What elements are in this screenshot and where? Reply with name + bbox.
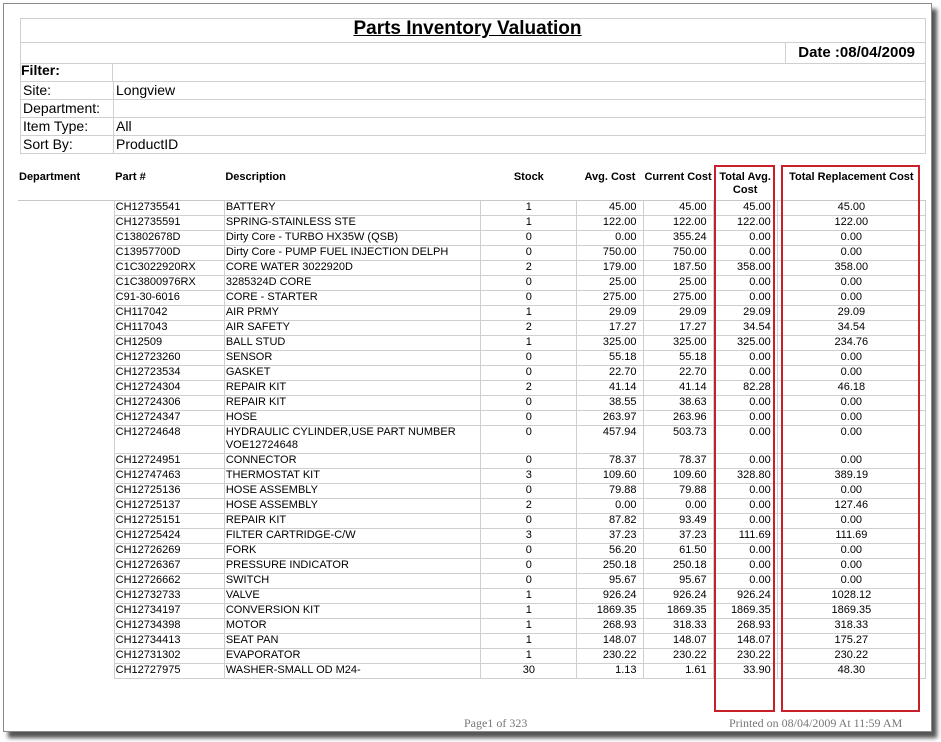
part-number-cell: CH12724347 [114, 411, 224, 426]
total-replacement-cost-cell: 127.46 [777, 499, 925, 514]
current-cost-cell: 1.61 [643, 664, 713, 679]
part-number-cell: CH12747463 [114, 469, 224, 484]
description-cell: GASKET [224, 366, 480, 381]
avg-cost-cell: 56.20 [577, 544, 643, 559]
avg-cost-cell: 926.24 [577, 589, 643, 604]
avg-cost-cell: 325.00 [577, 336, 643, 351]
part-number-cell: CH12724306 [114, 396, 224, 411]
part-number-cell: C13802678D [114, 231, 224, 246]
current-cost-cell: 318.33 [643, 619, 713, 634]
total-replacement-cost-cell: 358.00 [777, 261, 925, 276]
total-replacement-cost-cell: 46.18 [777, 381, 925, 396]
description-cell: MOTOR [224, 619, 480, 634]
filter-key: Item Type: [21, 118, 114, 136]
department-cell [18, 411, 114, 426]
total-replacement-cost-cell: 0.00 [777, 559, 925, 574]
department-cell [18, 276, 114, 291]
filter-row [21, 136, 926, 154]
total-replacement-cost-cell: 0.00 [777, 396, 925, 411]
description-cell: VALVE [224, 589, 480, 604]
current-cost-cell: 45.00 [643, 201, 713, 216]
filter-key: Site: [21, 82, 114, 100]
avg-cost-cell: 45.00 [577, 201, 643, 216]
stock-cell: 1 [481, 634, 577, 649]
filter-header-row [20, 63, 926, 81]
footer-printed-on: Printed on 08/04/2009 At 11:59 AM [729, 716, 903, 730]
description-cell: CORE - STARTER [224, 291, 480, 306]
part-number-cell: C91-30-6016 [114, 291, 224, 306]
department-cell [18, 619, 114, 634]
filter-row [21, 118, 926, 136]
total-avg-cost-cell: 122.00 [713, 216, 777, 231]
stock-cell: 1 [481, 589, 577, 604]
stock-cell: 1 [481, 201, 577, 216]
department-cell [18, 246, 114, 261]
stock-cell: 2 [481, 261, 577, 276]
total-replacement-cost-cell: 389.19 [777, 469, 925, 484]
stock-cell: 1 [481, 649, 577, 664]
total-replacement-cost-cell: 29.09 [777, 306, 925, 321]
department-cell [18, 426, 114, 454]
col-header-total-replacement-cost: Total Replacement Cost [777, 170, 925, 201]
description-cell: CONVERSION KIT [224, 604, 480, 619]
part-number-cell: C13957700D [114, 246, 224, 261]
avg-cost-cell: 268.93 [577, 619, 643, 634]
description-cell: FILTER CARTRIDGE-C/W [224, 529, 480, 544]
current-cost-cell: 148.07 [643, 634, 713, 649]
total-avg-cost-cell: 111.69 [713, 529, 777, 544]
description-cell: SPRING-STAINLESS STE [224, 216, 480, 231]
avg-cost-cell: 457.94 [577, 426, 643, 454]
description-cell: FORK [224, 544, 480, 559]
description-cell: HOSE ASSEMBLY [224, 499, 480, 514]
filter-label: Filter: [21, 62, 60, 78]
stock-cell: 1 [481, 306, 577, 321]
total-avg-cost-cell: 358.00 [713, 261, 777, 276]
total-replacement-cost-cell: 48.30 [777, 664, 925, 679]
department-cell [18, 604, 114, 619]
date-box [20, 42, 926, 64]
footer-page-number: Page1 of 323 [464, 716, 528, 730]
total-avg-cost-cell: 0.00 [713, 231, 777, 246]
total-replacement-cost-cell: 45.00 [777, 201, 925, 216]
part-number-cell: CH12724304 [114, 381, 224, 396]
avg-cost-cell: 109.60 [577, 469, 643, 484]
avg-cost-cell: 25.00 [577, 276, 643, 291]
stock-cell: 0 [481, 351, 577, 366]
description-cell: REPAIR KIT [224, 396, 480, 411]
stock-cell: 0 [481, 426, 577, 454]
part-number-cell: CH12734398 [114, 619, 224, 634]
part-number-cell: CH12731302 [114, 649, 224, 664]
avg-cost-cell: 0.00 [577, 499, 643, 514]
filter-row [21, 100, 926, 118]
avg-cost-cell: 0.00 [577, 231, 643, 246]
total-avg-cost-cell: 0.00 [713, 396, 777, 411]
stock-cell: 0 [481, 514, 577, 529]
part-number-cell: C1C3800976RX [114, 276, 224, 291]
current-cost-cell: 61.50 [643, 544, 713, 559]
department-cell [18, 201, 114, 216]
description-cell: REPAIR KIT [224, 381, 480, 396]
current-cost-cell: 355.24 [643, 231, 713, 246]
description-cell: AIR PRMY [224, 306, 480, 321]
part-number-cell: CH12727975 [114, 664, 224, 679]
current-cost-cell: 95.67 [643, 574, 713, 589]
total-avg-cost-cell: 325.00 [713, 336, 777, 351]
current-cost-cell: 503.73 [643, 426, 713, 454]
avg-cost-cell: 230.22 [577, 649, 643, 664]
avg-cost-cell: 95.67 [577, 574, 643, 589]
current-cost-cell: 250.18 [643, 559, 713, 574]
avg-cost-cell: 55.18 [577, 351, 643, 366]
current-cost-cell: 325.00 [643, 336, 713, 351]
highlight-total-replacement-cost [781, 165, 920, 712]
filter-row [21, 82, 926, 100]
part-number-cell: CH12735591 [114, 216, 224, 231]
avg-cost-cell: 263.97 [577, 411, 643, 426]
col-header-total-avg-cost: Total Avg. Cost [713, 170, 777, 201]
total-replacement-cost-cell: 318.33 [777, 619, 925, 634]
description-cell: BATTERY [224, 201, 480, 216]
part-number-cell: CH12725151 [114, 514, 224, 529]
description-cell: CORE WATER 3022920D [224, 261, 480, 276]
report-date: Date :08/04/2009 [798, 44, 915, 61]
stock-cell: 2 [481, 381, 577, 396]
avg-cost-cell: 29.09 [577, 306, 643, 321]
description-cell: SENSOR [224, 351, 480, 366]
stock-cell: 0 [481, 574, 577, 589]
part-number-cell: CH12724648 [114, 426, 224, 454]
department-cell [18, 454, 114, 469]
department-cell [18, 231, 114, 246]
current-cost-cell: 37.23 [643, 529, 713, 544]
total-replacement-cost-cell: 0.00 [777, 426, 925, 454]
current-cost-cell: 187.50 [643, 261, 713, 276]
description-cell: EVAPORATOR [224, 649, 480, 664]
avg-cost-cell: 1.13 [577, 664, 643, 679]
total-replacement-cost-cell: 0.00 [777, 276, 925, 291]
current-cost-cell: 78.37 [643, 454, 713, 469]
current-cost-cell: 1869.35 [643, 604, 713, 619]
description-cell: 3285324D CORE [224, 276, 480, 291]
filter-grid [20, 81, 926, 154]
stock-cell: 0 [481, 396, 577, 411]
department-cell [18, 664, 114, 679]
stock-cell: 0 [481, 276, 577, 291]
avg-cost-cell: 750.00 [577, 246, 643, 261]
total-avg-cost-cell: 328.80 [713, 469, 777, 484]
total-replacement-cost-cell: 234.76 [777, 336, 925, 351]
avg-cost-cell: 38.55 [577, 396, 643, 411]
stock-cell: 1 [481, 619, 577, 634]
avg-cost-cell: 41.14 [577, 381, 643, 396]
current-cost-cell: 25.00 [643, 276, 713, 291]
total-avg-cost-cell: 0.00 [713, 351, 777, 366]
stock-cell: 2 [481, 321, 577, 336]
avg-cost-cell: 250.18 [577, 559, 643, 574]
current-cost-cell: 0.00 [643, 499, 713, 514]
stock-cell: 3 [481, 529, 577, 544]
filter-value: Longview [114, 82, 926, 100]
total-avg-cost-cell: 268.93 [713, 619, 777, 634]
total-replacement-cost-cell: 122.00 [777, 216, 925, 231]
total-avg-cost-cell: 0.00 [713, 484, 777, 499]
col-header-current-cost: Current Cost [643, 170, 713, 201]
total-avg-cost-cell: 1869.35 [713, 604, 777, 619]
current-cost-cell: 230.22 [643, 649, 713, 664]
stock-cell: 0 [481, 291, 577, 306]
total-avg-cost-cell: 0.00 [713, 559, 777, 574]
part-number-cell: CH12735541 [114, 201, 224, 216]
total-avg-cost-cell: 230.22 [713, 649, 777, 664]
department-cell [18, 351, 114, 366]
part-number-cell: CH12726662 [114, 574, 224, 589]
avg-cost-cell: 148.07 [577, 634, 643, 649]
stock-cell: 1 [481, 216, 577, 231]
department-cell [18, 291, 114, 306]
current-cost-cell: 55.18 [643, 351, 713, 366]
department-cell [18, 469, 114, 484]
stock-cell: 30 [481, 664, 577, 679]
current-cost-cell: 275.00 [643, 291, 713, 306]
stock-cell: 0 [481, 231, 577, 246]
description-cell: SWITCH [224, 574, 480, 589]
description-cell: AIR SAFETY [224, 321, 480, 336]
total-avg-cost-cell: 0.00 [713, 574, 777, 589]
description-cell: HYDRAULIC CYLINDER,USE PART NUMBER VOE12724648 [224, 426, 480, 454]
total-replacement-cost-cell: 175.27 [777, 634, 925, 649]
col-header-department: Department [18, 170, 114, 201]
part-number-cell: CH12725137 [114, 499, 224, 514]
total-avg-cost-cell: 82.28 [713, 381, 777, 396]
part-number-cell: CH12734413 [114, 634, 224, 649]
description-cell: REPAIR KIT [224, 514, 480, 529]
total-avg-cost-cell: 45.00 [713, 201, 777, 216]
stock-cell: 0 [481, 454, 577, 469]
department-cell [18, 306, 114, 321]
part-number-cell: CH12723260 [114, 351, 224, 366]
total-avg-cost-cell: 0.00 [713, 499, 777, 514]
total-replacement-cost-cell: 0.00 [777, 366, 925, 381]
total-replacement-cost-cell: 111.69 [777, 529, 925, 544]
filter-value: ProductID [114, 136, 926, 154]
current-cost-cell: 263.96 [643, 411, 713, 426]
stock-cell: 0 [481, 484, 577, 499]
description-cell: BALL STUD [224, 336, 480, 351]
total-avg-cost-cell: 0.00 [713, 366, 777, 381]
avg-cost-cell: 1869.35 [577, 604, 643, 619]
department-cell [18, 336, 114, 351]
stock-cell: 1 [481, 336, 577, 351]
report-title: Parts Inventory Valuation [353, 18, 582, 39]
total-replacement-cost-cell: 0.00 [777, 231, 925, 246]
avg-cost-cell: 79.88 [577, 484, 643, 499]
department-cell [18, 366, 114, 381]
part-number-cell: CH117043 [114, 321, 224, 336]
total-replacement-cost-cell: 1028.12 [777, 589, 925, 604]
current-cost-cell: 41.14 [643, 381, 713, 396]
department-cell [18, 381, 114, 396]
total-replacement-cost-cell: 0.00 [777, 246, 925, 261]
department-cell [18, 396, 114, 411]
current-cost-cell: 93.49 [643, 514, 713, 529]
avg-cost-cell: 22.70 [577, 366, 643, 381]
description-cell: THERMOSTAT KIT [224, 469, 480, 484]
filter-key: Department: [21, 100, 114, 118]
avg-cost-cell: 275.00 [577, 291, 643, 306]
total-avg-cost-cell: 0.00 [713, 246, 777, 261]
current-cost-cell: 79.88 [643, 484, 713, 499]
department-cell [18, 589, 114, 604]
part-number-cell: CH12732733 [114, 589, 224, 604]
current-cost-cell: 29.09 [643, 306, 713, 321]
total-avg-cost-cell: 0.00 [713, 411, 777, 426]
current-cost-cell: 17.27 [643, 321, 713, 336]
current-cost-cell: 22.70 [643, 366, 713, 381]
total-avg-cost-cell: 0.00 [713, 544, 777, 559]
total-replacement-cost-cell: 0.00 [777, 514, 925, 529]
total-avg-cost-cell: 0.00 [713, 291, 777, 306]
part-number-cell: CH12725136 [114, 484, 224, 499]
current-cost-cell: 122.00 [643, 216, 713, 231]
department-cell [18, 261, 114, 276]
total-replacement-cost-cell: 1869.35 [777, 604, 925, 619]
department-cell [18, 499, 114, 514]
part-number-cell: CH117042 [114, 306, 224, 321]
department-cell [18, 634, 114, 649]
current-cost-cell: 38.63 [643, 396, 713, 411]
description-cell: HOSE [224, 411, 480, 426]
department-cell [18, 649, 114, 664]
col-header-avg-cost: Avg. Cost [577, 170, 643, 201]
department-cell [18, 321, 114, 336]
department-cell [18, 484, 114, 499]
avg-cost-cell: 179.00 [577, 261, 643, 276]
total-avg-cost-cell: 0.00 [713, 514, 777, 529]
total-replacement-cost-cell: 0.00 [777, 411, 925, 426]
stock-cell: 0 [481, 411, 577, 426]
current-cost-cell: 750.00 [643, 246, 713, 261]
avg-cost-cell: 37.23 [577, 529, 643, 544]
filter-key: Sort By: [21, 136, 114, 154]
department-cell [18, 216, 114, 231]
description-cell: Dirty Core - TURBO HX35W (QSB) [224, 231, 480, 246]
total-avg-cost-cell: 148.07 [713, 634, 777, 649]
total-avg-cost-cell: 926.24 [713, 589, 777, 604]
filter-value [114, 100, 926, 118]
part-number-cell: CH12726269 [114, 544, 224, 559]
stock-cell: 0 [481, 559, 577, 574]
description-cell: Dirty Core - PUMP FUEL INJECTION DELPH [224, 246, 480, 261]
part-number-cell: CH12723534 [114, 366, 224, 381]
part-number-cell: CH12734197 [114, 604, 224, 619]
stock-cell: 2 [481, 499, 577, 514]
department-cell [18, 544, 114, 559]
description-cell: HOSE ASSEMBLY [224, 484, 480, 499]
avg-cost-cell: 87.82 [577, 514, 643, 529]
total-avg-cost-cell: 0.00 [713, 276, 777, 291]
total-replacement-cost-cell: 0.00 [777, 351, 925, 366]
department-cell [18, 574, 114, 589]
stock-cell: 0 [481, 246, 577, 261]
part-number-cell: CH12724951 [114, 454, 224, 469]
total-replacement-cost-cell: 230.22 [777, 649, 925, 664]
col-header-stock: Stock [481, 170, 577, 201]
part-number-cell: C1C3022920RX [114, 261, 224, 276]
part-number-cell: CH12725424 [114, 529, 224, 544]
department-cell [18, 529, 114, 544]
total-replacement-cost-cell: 0.00 [777, 454, 925, 469]
total-replacement-cost-cell: 0.00 [777, 574, 925, 589]
description-cell: CONNECTOR [224, 454, 480, 469]
total-replacement-cost-cell: 0.00 [777, 291, 925, 306]
stock-cell: 3 [481, 469, 577, 484]
department-cell [18, 559, 114, 574]
part-number-cell: CH12509 [114, 336, 224, 351]
description-cell: WASHER-SMALL OD M24- [224, 664, 480, 679]
description-cell: PRESSURE INDICATOR [224, 559, 480, 574]
total-avg-cost-cell: 29.09 [713, 306, 777, 321]
total-replacement-cost-cell: 0.00 [777, 544, 925, 559]
description-cell: SEAT PAN [224, 634, 480, 649]
current-cost-cell: 926.24 [643, 589, 713, 604]
highlight-total-avg-cost [714, 165, 775, 712]
total-avg-cost-cell: 33.90 [713, 664, 777, 679]
current-cost-cell: 109.60 [643, 469, 713, 484]
filter-value: All [114, 118, 926, 136]
total-avg-cost-cell: 0.00 [713, 426, 777, 454]
stock-cell: 1 [481, 604, 577, 619]
stock-cell: 0 [481, 366, 577, 381]
avg-cost-cell: 122.00 [577, 216, 643, 231]
stock-cell: 0 [481, 544, 577, 559]
total-replacement-cost-cell: 0.00 [777, 484, 925, 499]
avg-cost-cell: 78.37 [577, 454, 643, 469]
total-replacement-cost-cell: 34.54 [777, 321, 925, 336]
avg-cost-cell: 17.27 [577, 321, 643, 336]
part-number-cell: CH12726367 [114, 559, 224, 574]
col-header-description: Description [224, 170, 480, 201]
total-avg-cost-cell: 34.54 [713, 321, 777, 336]
department-cell [18, 514, 114, 529]
col-header-part: Part # [114, 170, 224, 201]
total-avg-cost-cell: 0.00 [713, 454, 777, 469]
